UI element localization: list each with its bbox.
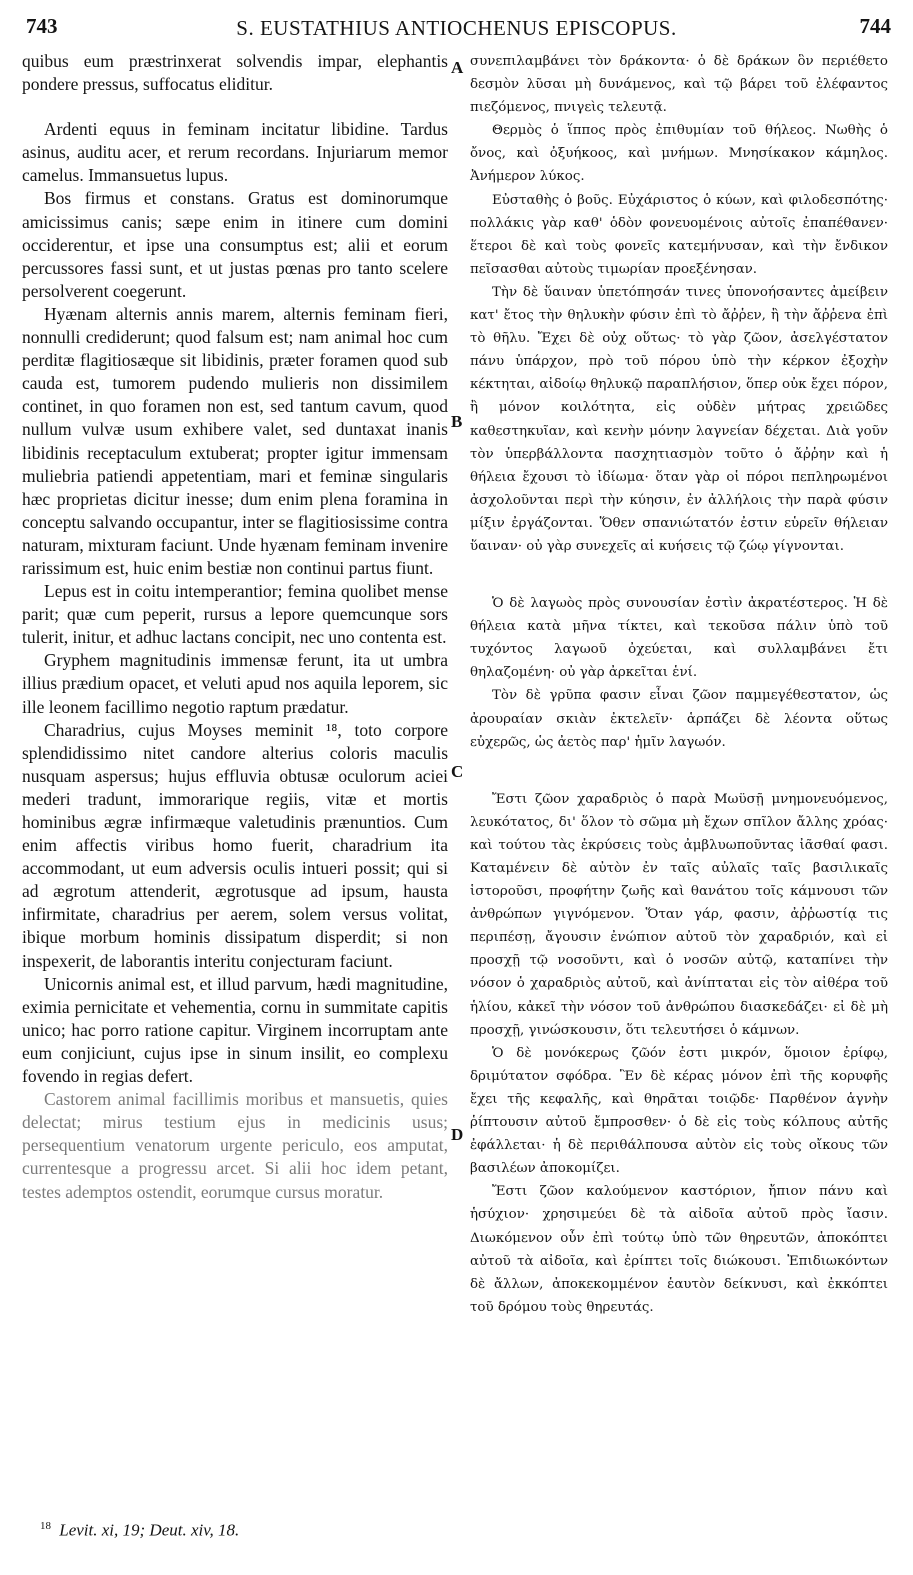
footnote [40, 1520, 440, 1541]
margin-letter-b: B [451, 412, 463, 431]
latin-paragraph-dog: Bos firmus et constans. Gratus est dominorumque amicissimus canis; sæpe enim in itinere cum domini occiderentur, et ipse una consumptus est; alii et eorum percussores fassi sunt, et ut justas pœnas pro tanto scelere persolverent coegerunt. [22, 188, 448, 301]
latin-paragraph-gryphon: Gryphem magnitudinis immensæ ferunt, ita ut umbra illius prædium opacet, et veluti apud nos aquila leporem, sic ille leonem facillimo negotio raptum prædatur. [22, 650, 448, 717]
greek-paragraph-horse: Θερμὸς ὁ ἵππος πρὸς ἐπιθυμίαν τοῦ θήλεος. Νωθὴς ὁ ὄνος, καὶ ὀξυήκοος, καὶ μνήμων. Μνησίκακον κάμηλος. Ἀνήμερον λύκος. [470, 123, 888, 185]
greek-column [470, 50, 888, 1319]
margin-letter-c: C [451, 762, 464, 781]
page-number-right: 744 [859, 14, 891, 38]
greek-paragraph-gryphon: Τὸν δὲ γρῦπα φασιν εἶναι ζῶον παμμεγέθεστατον, ὡς ἀρουραίαν σκιὰν ἐκτελεῖν· ἁρπάζει δὲ λέοντα οὕτως εὐχερῶς, ὡς ἀετὸς παρ' ἡμῖν λαγωόν. [470, 688, 888, 750]
greek-paragraph-beaver: Ἔστι ζῶον καλούμενον καστόριον, ἤπιον πάνυ καὶ ἡσύχιον· χρησιμεύει δὲ τὰ αἰδοῖα αὐτοῦ πρὸς ἴασιν. Διωκόμενον οὖν ἐπὶ τούτῳ ὑπὸ τῶν θηρευτῶν, ἀποκόπτει αὐτοῦ τὰ αἰδοῖα, καὶ ἐρίπτει τοῖς διώκουσι. Ἐπιδιωκόντων δὲ ἄλλων, ἀποκεκομμένον ἑαυτὸν δείκνυσι, καὶ ἐκκόπτει τοῦ δρόμου τοὺς θηρευτάς. [470, 1184, 888, 1315]
greek-paragraph-hyena: Τὴν δὲ ὕαιναν ὑπετόπησάν τινες ὑπονοήσαντες ἀμείβειν κατ' ἔτος τὴν θηλυκὴν φύσιν ἐπὶ τὸ ἄῤῥεν, ἢ τὴν ἄῤῥενα ἐπὶ τὸ θῆλυ. Ἔχει δὲ οὐχ οὕτως· τὸ γὰρ ζῶον, ἀσελγέστατον πάνυ ὑπάρχον, πρὸ τοῦ πόρου ὑπὸ τὴν κέρκον ἐξοχὴν κέκτηται, αἰδοίῳ θηλυκῷ παραπλήσιον, ὅπερ οὐκ ἔχει πόρον, ἢ μόνον κοιλότητα, εἰς οὐδὲν μήτρας χρειῶδες καθεστηκυῖαν, καὶ κενὴν μόνην λαγνείαν δέχεται. Διὰ γοῦν τὸν ὑπερβάλλοντα πασχητιασμὸν τοῦτο ὁ ἄῤῥην καὶ ἡ θήλεια ἔχουσι τὸ ἰδίωμα· ὅταν γὰρ οἱ πόροι πεπληρωμένοι ἀσχολοῦνται περὶ τὴν κύησιν, ἐν ἀλλήλοις τὴν παρὰ φύσιν μίξιν ἐργάζονται. Ὅθεν σπανιώτατόν ἐστιν εὑρεῖν θήλειαν ὕαιναν· οὐ γὰρ συνεχεῖς αἱ κυήσεις τῷ ζώῳ γίγνονται. [470, 284, 888, 554]
running-title: S. EUSTATHIUS ANTIOCHENUS EPISCOPUS. [236, 16, 677, 40]
margin-letters [449, 0, 469, 1575]
latin-column [22, 50, 448, 1204]
footnote-text: Levit. xi, 19; Deut. xiv, 18. [59, 1520, 240, 1540]
greek-paragraph-elephant: συνεπιλαμβάνει τὸν δράκοντα· ὁ δὲ δράκων ὃν περιέθετο δεσμὸν λῦσαι μὴ δυνάμενος, καὶ τῷ βάρει τοῦ ἐλέφαντος πιεζόμενος, πνιγεὶς τελευτᾷ. [470, 54, 888, 116]
latin-paragraph-hare: Lepus est in coitu intemperantior; femina quolibet mense parit; quæ cum peperit, rursus a lepore quemcunque sors tulerit, initur, et adhuc lactans concipit, nec uno contenta est. [22, 581, 448, 648]
greek-paragraph-hare: Ὁ δὲ λαγωὸς πρὸς συνουσίαν ἐστὶν ἀκρατέστερος. Ἡ δὲ θήλεια κατὰ μῆνα τίκτει, καὶ τεκοῦσα πάλιν ὑπὸ τοῦ τυχόντος λαγωοῦ ὀχεύεται, καὶ συλλαμβάνει ἔτι θηλαζομένη· οὐ γὰρ ἀρκεῖται ἑνί. [470, 596, 888, 681]
latin-paragraph-elephant: quibus eum præstrinxerat solvendis impar, elephantis pondere pressus, suffocatus eliditur. [22, 51, 448, 95]
margin-letter-a: A [451, 58, 464, 77]
greek-paragraph-charadrius: Ἔστι ζῶον χαραδριὸς ὁ παρὰ Μωϋσῇ μνημονευόμενος, λευκότατος, δι' ὅλον τὸ σῶμα μὴ ἔχων σπῖλον ἄλλης χρόας· καὶ τούτου τὰς ἐκρύσεις τοὺς ἀμβλυωποῦντας ἰᾶσθαί φασι. Καταμένειν δὲ αὐτὸν ἐν ταῖς αὐλαῖς ταῖς βασιλικαῖς ἱστοροῦσι, προφήτην ζωῆς καὶ θανάτου τοῖς κάμνουσι τῶν ἀνθρώπων γιγνόμενον. Ὅταν γάρ, φασιν, ἀῤῥωστίᾳ τις περιπέσῃ, ἄγουσιν ἐνώπιον αὐτοῦ τὸν χαραδριόν, καὶ εἰ προσχῇ τῷ νοσοῦντι, καὶ ὁ νοσῶν αὐτῷ, καταπίνει τὴν νόσον ὁ χαραδριὸς αὐτοῦ, καὶ ἀνίπταται εἰς τὸν αἰθέρα τοῦ ἡλίου, κἀκεῖ τὴν νόσον τοῦ ἀνθρώπου διασκεδάζει· εἰ δὲ μὴ προσχῇ, γινώσκουσιν, ὅτι τελευτήσει ὁ κάμνων. [470, 791, 888, 1038]
latin-paragraph-hyena: Hyænam alternis annis marem, alternis feminam fieri, nonnulli crediderunt; quod falsum est; nam animal hoc cum perditæ flagitiosæque sit libidinis, præter foramen quod sub cauda est, tumorem pudendo mulieris non dissimilem continet, in quo foramen non est, sed tantum cavum, quod nullum vulvæ usum exhibere valet, sed duntaxat inanis libidinis receptaculum extuberat; propter igitur immensam muliebria patiendi appetentiam, mari et feminæ singularis hæc proprietas dicitur inesse; dum enim plena foramina in conceptu salvando occupantur, inter se flagitiosissime contra naturam, mixturam faciunt. Unde hyænam feminam invenire rarissimum est, huic enim bestiæ non continui partus fiunt. [22, 303, 448, 578]
latin-paragraph-unicorn: Unicornis animal est, et illud parvum, hædi magnitudine, eximia pernicitate et vehementia, cornu in summitate capitis unico; hac porro ratione capitur. Virginem incorruptam ante eum conjiciunt, cujus ipse in sinum insilit, eo complexu fovendo in regias defert. [22, 973, 448, 1087]
latin-paragraph-charadrius: Charadrius, cujus Moyses meminit ¹⁸, toto corpore splendidissimo nitet candore alterius coloris maculis nusquam aspersus; hujus effluvia obtusæ oculorum aciei mederi tradunt, immorarique regiis, vitæ et mortis hominibus ægræ infirmæque valetudinis prænuntios. Cum enim affectis viribus homo fuerit, charadrium ita accommodant, ut eum adversis oculis intueri possit; qui si ad ægrotum attenderit, ægrotusque ad ipsum, hausta infirmitate, charadrius per aerem, solem versus volitat, ibique morbum hominis dissipatum disperdit; si non inspexerit, de laborantis interitu conjecturam faciunt. [22, 719, 448, 971]
margin-letter-d: D [451, 1125, 464, 1144]
latin-paragraph-horse: Ardenti equus in feminam incitatur libidine. Tardus asinus, auditu acer, et rerum recordans. Injuriarum memor camelus. Immansuetus lupus. [22, 119, 448, 186]
latin-paragraph-beaver: Castorem animal facillimis moribus et mansuetis, quies delectat; mirus testium ejus in medicinis usus; persequentium venatorum urgente periculo, eos amputat, currentesque a progressu arcet. Si alii hoc idem petant, testes ademptos ostendit, eorumque cursus moratur. [22, 1089, 448, 1202]
footnote-number: 18 [40, 1520, 51, 1532]
greek-paragraph-unicorn: Ὁ δὲ μονόκερως ζῶόν ἐστι μικρόν, ὅμοιον ἐρίφῳ, δριμύτατον σφόδρα. Ἓν δὲ κέρας μόνον ἐπὶ τῆς κορυφῆς ἔχει τῆς κεφαλῆς, καὶ θηρᾶται τοιῷδε· Παρθένον ἁγνὴν ῥίπτουσιν αὐτοῦ ἔμπροσθεν· ὁ δὲ εἰς τοὺς κόλπους αὐτῆς ἐφάλλεται· ἡ δὲ περιθάλπουσα αὐτὸν εἰς τοὺς οἴκους τῶν βασιλέων ἀποκομίζει. [470, 1045, 888, 1177]
page-number-left: 743 [26, 14, 58, 38]
greek-paragraph-dog: Εὐσταθὴς ὁ βοῦς. Εὐχάριστος ὁ κύων, καὶ φιλοδεσπότης· πολλάκις γὰρ καθ' ὁδὸν φονευομένοις αὐτοῖς ἐπαπέθανεν· ἕτεροι δὲ καὶ τοὺς φονεῖς κατεμήνυσαν, καὶ τὴν ἔνδικον πεῖσασθαι αὐτοὺς τιμωρίαν προεξένησαν. [470, 192, 888, 277]
